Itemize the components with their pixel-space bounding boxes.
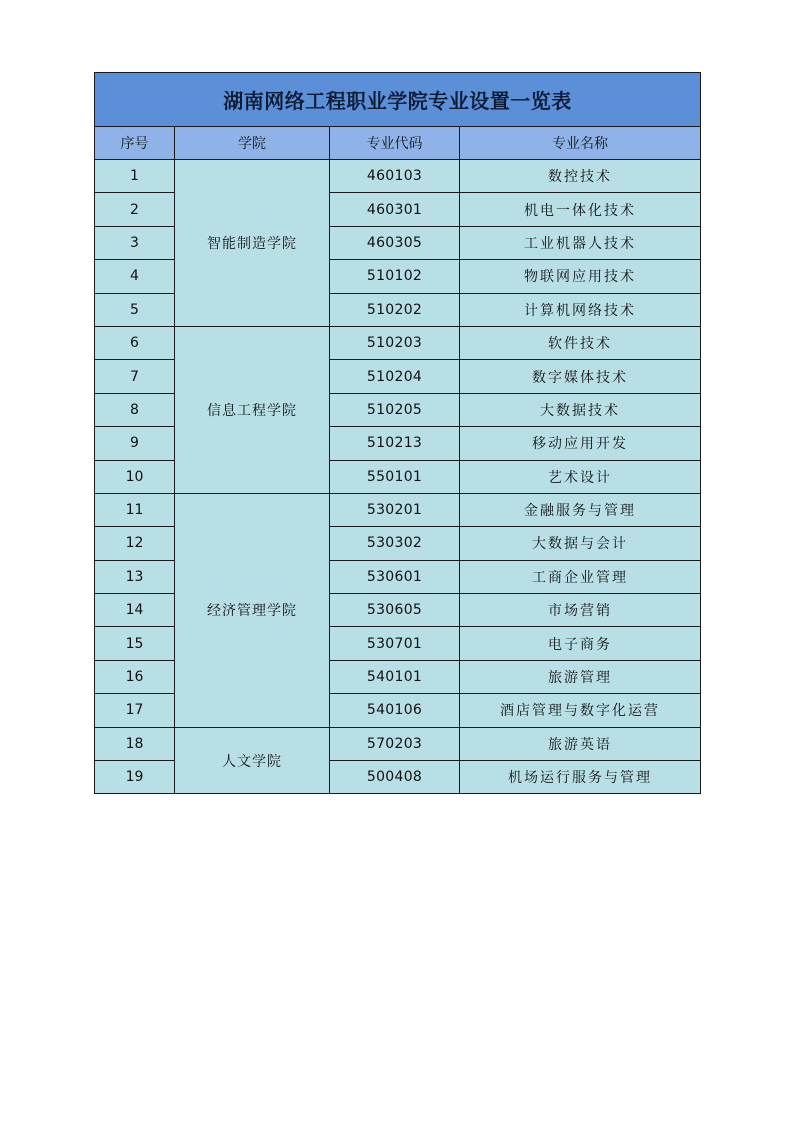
row-number: 15	[95, 627, 175, 660]
major-name: 市场营销	[460, 594, 701, 627]
row-number: 12	[95, 527, 175, 560]
college-name: 信息工程学院	[175, 326, 330, 493]
major-code: 540101	[330, 660, 460, 693]
college-name: 经济管理学院	[175, 493, 330, 727]
row-number: 14	[95, 594, 175, 627]
major-code: 550101	[330, 460, 460, 493]
major-name: 工业机器人技术	[460, 226, 701, 259]
major-code: 460301	[330, 193, 460, 226]
major-name: 大数据技术	[460, 393, 701, 426]
major-name: 旅游管理	[460, 660, 701, 693]
major-code: 570203	[330, 727, 460, 760]
major-code: 460103	[330, 160, 460, 193]
college-name: 智能制造学院	[175, 160, 330, 327]
major-name: 机电一体化技术	[460, 193, 701, 226]
major-name: 大数据与会计	[460, 527, 701, 560]
row-number: 6	[95, 326, 175, 359]
major-code: 500408	[330, 761, 460, 794]
table-row	[95, 493, 701, 526]
major-name: 金融服务与管理	[460, 493, 701, 526]
row-number: 4	[95, 260, 175, 293]
major-code: 510204	[330, 360, 460, 393]
major-name: 艺术设计	[460, 460, 701, 493]
header-name: 专业名称	[460, 127, 701, 160]
major-name: 电子商务	[460, 627, 701, 660]
college-name: 人文学院	[175, 727, 330, 794]
major-code: 540106	[330, 694, 460, 727]
major-code: 530302	[330, 527, 460, 560]
major-name: 机场运行服务与管理	[460, 761, 701, 794]
table-row	[95, 326, 701, 359]
row-number: 3	[95, 226, 175, 259]
row-number: 18	[95, 727, 175, 760]
header-college: 学院	[175, 127, 330, 160]
header-row	[95, 127, 701, 160]
major-code: 530601	[330, 560, 460, 593]
major-code: 510102	[330, 260, 460, 293]
header-code: 专业代码	[330, 127, 460, 160]
major-name: 计算机网络技术	[460, 293, 701, 326]
major-name: 软件技术	[460, 326, 701, 359]
row-number: 17	[95, 694, 175, 727]
row-number: 1	[95, 160, 175, 193]
major-code: 510203	[330, 326, 460, 359]
row-number: 9	[95, 427, 175, 460]
table-row	[95, 727, 701, 760]
majors-table	[94, 72, 701, 794]
row-number: 11	[95, 493, 175, 526]
major-code: 530201	[330, 493, 460, 526]
major-name: 工商企业管理	[460, 560, 701, 593]
major-code: 530701	[330, 627, 460, 660]
major-name: 数控技术	[460, 160, 701, 193]
major-code: 510202	[330, 293, 460, 326]
major-name: 移动应用开发	[460, 427, 701, 460]
row-number: 10	[95, 460, 175, 493]
major-code: 530605	[330, 594, 460, 627]
row-number: 5	[95, 293, 175, 326]
row-number: 2	[95, 193, 175, 226]
row-number: 7	[95, 360, 175, 393]
row-number: 13	[95, 560, 175, 593]
table-row	[95, 160, 701, 193]
major-name: 数字媒体技术	[460, 360, 701, 393]
table-title: 湖南网络工程职业学院专业设置一览表	[95, 73, 701, 127]
major-code: 510213	[330, 427, 460, 460]
major-name: 酒店管理与数字化运营	[460, 694, 701, 727]
major-name: 旅游英语	[460, 727, 701, 760]
row-number: 19	[95, 761, 175, 794]
table-body	[95, 160, 701, 794]
header-no: 序号	[95, 127, 175, 160]
row-number: 8	[95, 393, 175, 426]
row-number: 16	[95, 660, 175, 693]
major-code: 510205	[330, 393, 460, 426]
major-code: 460305	[330, 226, 460, 259]
major-name: 物联网应用技术	[460, 260, 701, 293]
